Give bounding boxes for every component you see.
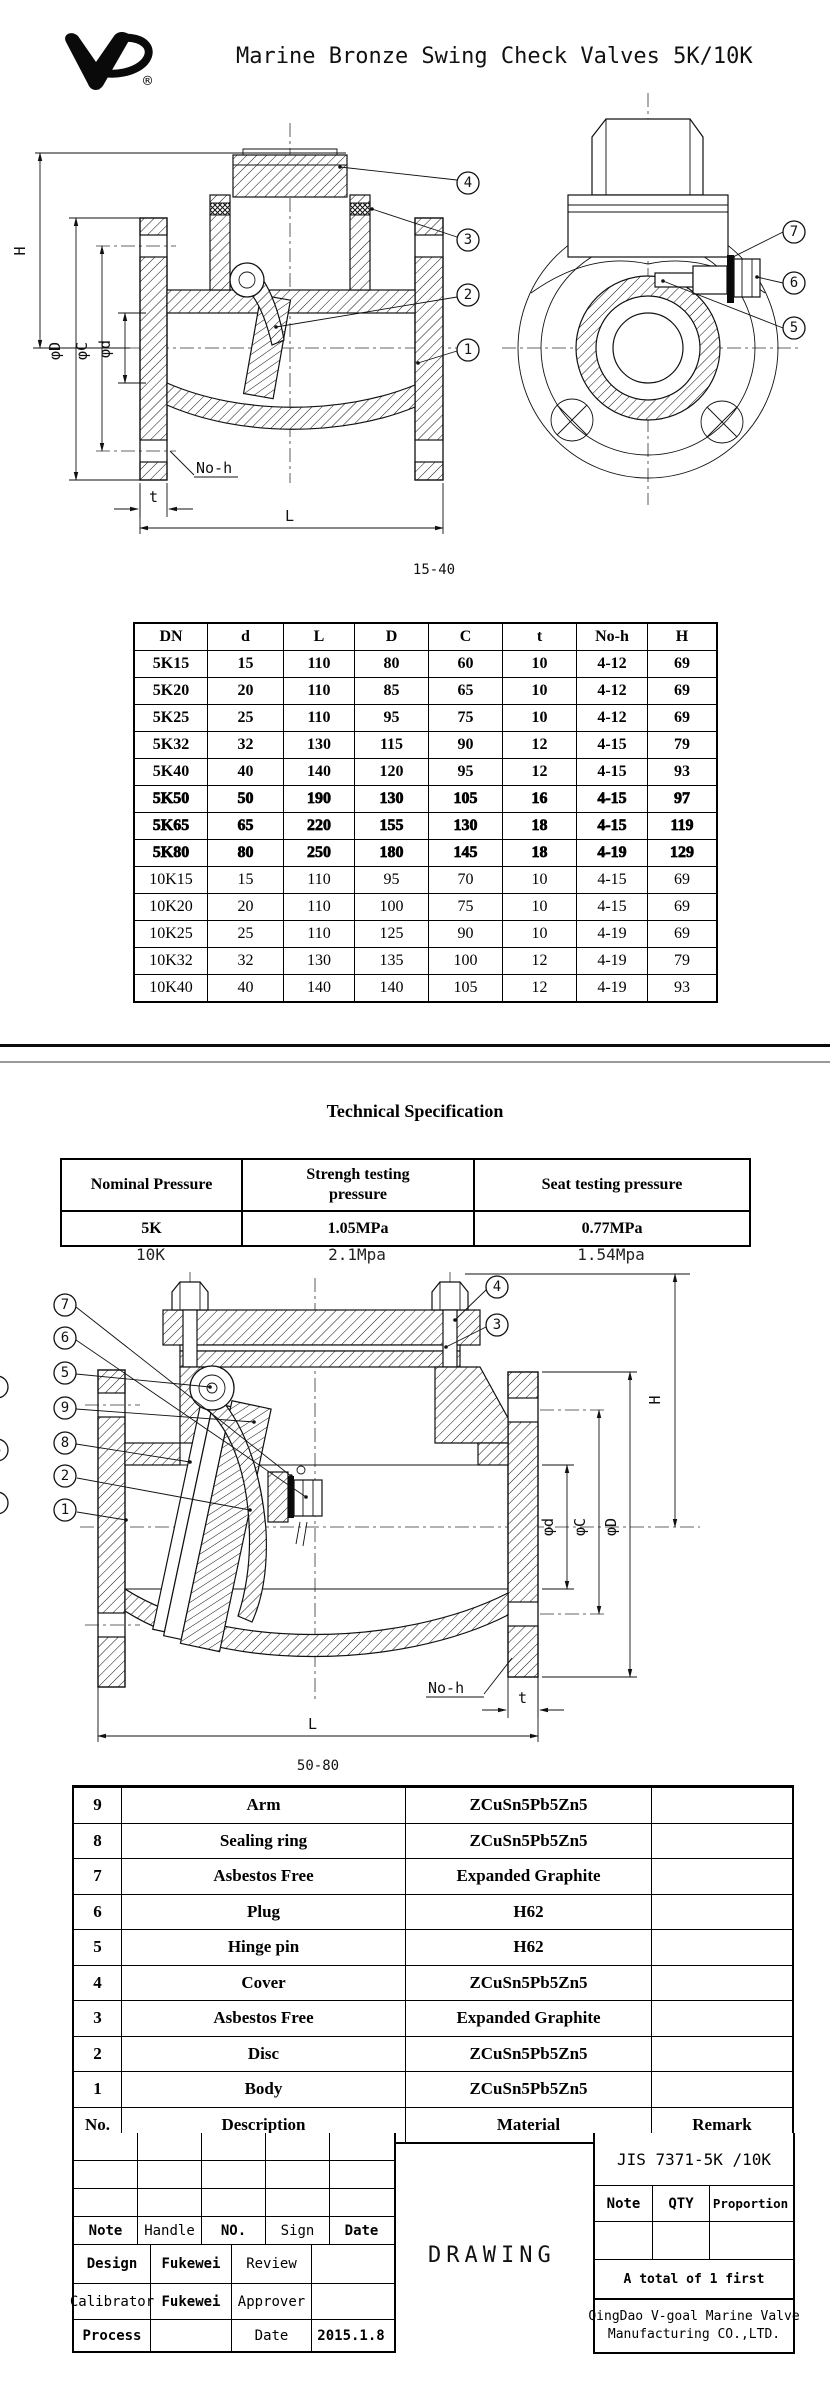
cell-noh: 4-12	[577, 678, 648, 704]
calibrator-row	[69, 2283, 394, 2319]
cell-l: 190	[284, 786, 355, 812]
cell-t: 10	[503, 678, 577, 704]
dimension-table-row	[135, 650, 716, 677]
callout-2: 2	[463, 287, 473, 303]
callout-3: 3	[463, 232, 473, 248]
dim-L: L	[285, 507, 295, 525]
packing-bar	[288, 1476, 294, 1518]
spec-10k-strength: 2.1Mpa	[328, 1245, 386, 1264]
sign-label: Sign	[266, 2217, 330, 2244]
dim-phid: φd	[539, 1517, 557, 1537]
cell-c: 70	[429, 867, 503, 893]
cell-D: 100	[355, 894, 429, 920]
design-label: Design	[74, 2245, 151, 2283]
cell-c: 75	[429, 705, 503, 731]
date-label: Date	[344, 2222, 379, 2239]
cell-h: 119	[670, 817, 694, 834]
dim-t: t	[149, 488, 159, 506]
part-remark	[652, 1824, 792, 1859]
drawing2-range-label: 50-80	[296, 1758, 340, 1774]
cell-D: 140	[355, 975, 429, 1001]
dimension-table	[133, 622, 718, 1003]
cell-l: 110	[284, 867, 355, 893]
dimension-table-row	[135, 731, 716, 758]
cell-d: 15	[208, 651, 284, 677]
cell-d: 20	[208, 678, 284, 704]
cell-c: 90	[429, 732, 503, 758]
spec-row-5k	[62, 1210, 749, 1245]
cell-c: 145	[429, 840, 503, 866]
cell-noh: 4-15	[577, 813, 648, 839]
parts-table-row	[74, 2071, 792, 2107]
company-line1: QingDao V-goal Marine Valve	[588, 2309, 800, 2325]
dim-t: t	[518, 1689, 528, 1707]
info-empty-row	[595, 2221, 793, 2259]
cell-D: 115	[355, 732, 429, 758]
dim-H: H	[646, 1395, 664, 1405]
col-header-l: L	[284, 624, 355, 650]
header-remark: Remark	[692, 2114, 752, 2134]
cell-D: 125	[355, 921, 429, 947]
parts-table-row	[74, 1929, 792, 1965]
col-header-d: d	[208, 624, 284, 650]
part-number: 5	[74, 1930, 122, 1965]
handle-label: Handle	[138, 2217, 202, 2244]
date-field-label: Date	[232, 2320, 312, 2351]
callout-partial-6	[0, 1442, 1, 1458]
dimension-table-row	[135, 866, 716, 893]
cell-D: 80	[355, 651, 429, 677]
dimension-table-row	[135, 704, 716, 731]
col-header-c: C	[429, 624, 503, 650]
col-header-D: D	[355, 624, 429, 650]
part-material: ZCuSn5Pb5Zn5	[406, 1788, 652, 1823]
note-label: Note	[74, 2217, 138, 2244]
cell-dn: 5K25	[135, 705, 208, 731]
part-remark	[652, 1788, 792, 1823]
part-number: 7	[74, 1859, 122, 1894]
spec-row-10k	[60, 1245, 749, 1264]
callout-6: 6	[789, 275, 799, 291]
cell-h: 129	[670, 844, 694, 861]
col-header-h: H	[675, 628, 689, 645]
cell-d: 32	[208, 732, 284, 758]
col-header-dn: DN	[135, 624, 208, 650]
dimension-table-row	[135, 758, 716, 785]
info-header-row	[595, 2185, 793, 2221]
part-number: 6	[74, 1895, 122, 1930]
cell-dn: 5K80	[135, 840, 208, 866]
info-proportion-label: Proportion	[712, 2196, 789, 2211]
cell-t: 12	[503, 759, 577, 785]
part-material: H62	[406, 1930, 652, 1965]
end-view	[502, 93, 798, 505]
cell-h: 69	[674, 682, 690, 699]
callout-partial-5	[0, 1495, 1, 1511]
calibrator-value: Fukewei	[151, 2284, 232, 2319]
cell-t: 10	[503, 867, 577, 893]
cell-noh: 4-15	[577, 732, 648, 758]
side-section-view	[96, 123, 458, 483]
cell-c: 105	[429, 786, 503, 812]
spec-table-header	[62, 1160, 749, 1210]
cell-c: 105	[429, 975, 503, 1001]
cell-l: 110	[284, 894, 355, 920]
cell-c: 60	[429, 651, 503, 677]
dimension-table-row	[135, 785, 716, 812]
col-header-t: t	[503, 624, 577, 650]
part-number: 2	[74, 2037, 122, 2072]
cell-dn: 5K65	[135, 813, 208, 839]
cell-l: 140	[284, 975, 355, 1001]
design-value: Fukewei	[151, 2245, 232, 2283]
cell-h: 79	[674, 952, 690, 969]
cell-t: 16	[503, 786, 577, 812]
dim-phiC: φC	[73, 341, 91, 361]
empty-grid-row	[74, 2160, 394, 2188]
cell-l: 110	[284, 678, 355, 704]
cell-d: 50	[208, 786, 284, 812]
part-description: Disc	[122, 2037, 406, 2072]
note-header-row	[74, 2216, 394, 2244]
cell-noh: 4-12	[577, 651, 648, 677]
dim-phiC: φC	[571, 1517, 589, 1537]
cell-d: 40	[208, 975, 284, 1001]
cell-l: 110	[284, 705, 355, 731]
cell-l: 130	[284, 732, 355, 758]
cell-d: 15	[208, 867, 284, 893]
parts-table-row	[74, 2036, 792, 2072]
cell-l: 110	[284, 651, 355, 677]
cell-dn: 5K40	[135, 759, 208, 785]
cell-dn: 10K25	[135, 921, 208, 947]
cell-h: 93	[674, 979, 690, 996]
cell-t: 10	[503, 651, 577, 677]
cell-dn: 5K15	[135, 651, 208, 677]
cell-dn: 5K20	[135, 678, 208, 704]
bolt-hole	[551, 399, 593, 441]
section-divider-secondary	[0, 1061, 830, 1063]
vgoal-logo-icon	[60, 28, 170, 92]
cell-d: 80	[208, 840, 284, 866]
cell-t: 10	[503, 894, 577, 920]
cell-l: 250	[284, 840, 355, 866]
section-view-large	[80, 1272, 700, 1702]
cell-D: 155	[355, 813, 429, 839]
part-number: 3	[74, 2001, 122, 2036]
cell-D: 180	[355, 840, 429, 866]
cell-d: 32	[208, 948, 284, 974]
header-no: No.	[74, 2108, 122, 2143]
parts-table-row	[74, 1823, 792, 1859]
part-number: 8	[74, 1824, 122, 1859]
part-number: 4	[74, 1966, 122, 2001]
part-remark	[652, 1859, 792, 1894]
part-description: Plug	[122, 1895, 406, 1930]
callout-1: 1	[463, 342, 473, 358]
cell-dn: 10K40	[135, 975, 208, 1001]
cell-h: 79	[674, 736, 690, 753]
cell-d: 20	[208, 894, 284, 920]
spec-col-nominal: Nominal Pressure	[90, 1176, 213, 1193]
dimension-table-header	[135, 624, 716, 650]
cell-l: 140	[284, 759, 355, 785]
dim-phiD: φD	[46, 341, 64, 361]
cell-l: 130	[284, 948, 355, 974]
dimension-table-row	[135, 839, 716, 866]
part-remark	[652, 2072, 792, 2107]
section-divider	[0, 1044, 830, 1047]
cell-h: 69	[674, 655, 690, 672]
header-material: Material	[406, 2108, 652, 2143]
cell-dn: 10K32	[135, 948, 208, 974]
callout-2: 2	[60, 1468, 70, 1484]
part-material: Expanded Graphite	[406, 2001, 652, 2036]
dim-L: L	[308, 1715, 318, 1733]
process-row	[74, 2319, 394, 2351]
company-name	[588, 2298, 800, 2352]
cell-D: 85	[355, 678, 429, 704]
empty-grid-row	[74, 2188, 394, 2216]
calibrator-label: Calibrator	[74, 2284, 151, 2319]
part-description: Body	[122, 2072, 406, 2107]
part-material: ZCuSn5Pb5Zn5	[406, 1966, 652, 2001]
spec-10k: 10K	[136, 1245, 165, 1264]
dim-H: H	[11, 246, 29, 256]
part-number: 9	[74, 1788, 122, 1823]
approver-label: Approver	[232, 2284, 312, 2319]
cell-d: 40	[208, 759, 284, 785]
part-material: H62	[406, 1895, 652, 1930]
part-remark	[652, 1895, 792, 1930]
parts-table-row	[74, 2000, 792, 2036]
spec-col-seat: Seat testing pressure	[541, 1176, 683, 1193]
callout-1: 1	[60, 1502, 70, 1518]
standard-designation: JIS 7371-5K /10K	[616, 2149, 772, 2169]
cell-dn: 5K32	[135, 732, 208, 758]
drawing-label: DRAWING	[428, 2243, 556, 2268]
approver-value	[312, 2284, 390, 2319]
cell-d: 25	[208, 921, 284, 947]
dim-noh: No-h	[196, 459, 233, 477]
drawing1-figure	[0, 85, 830, 585]
part-description: Sealing ring	[122, 1824, 406, 1859]
callout-8: 8	[60, 1435, 70, 1451]
callout-9: 9	[60, 1400, 70, 1416]
cell-h: 69	[674, 925, 690, 942]
date-value: 2015.1.8	[317, 2327, 385, 2344]
cell-noh: 4-15	[577, 867, 648, 893]
spec-10k-seat: 1.54Mpa	[577, 1245, 645, 1264]
cell-noh: 4-19	[577, 921, 648, 947]
review-value	[312, 2245, 390, 2283]
cell-c: 75	[429, 894, 503, 920]
spec-table	[60, 1158, 751, 1247]
cell-d: 25	[208, 705, 284, 731]
cell-noh: 4-19	[577, 975, 648, 1001]
cell-h: 97	[674, 790, 690, 807]
cell-h: 69	[674, 709, 690, 726]
dimension-table-row	[135, 920, 716, 947]
parts-table-row	[74, 1787, 792, 1823]
process-value	[151, 2320, 232, 2351]
part-material: Expanded Graphite	[406, 1859, 652, 1894]
title-block-left	[69, 2133, 396, 2353]
cell-h: 69	[674, 871, 690, 888]
cell-h: 69	[674, 898, 690, 915]
info-note-label: Note	[595, 2186, 653, 2221]
cell-t: 12	[503, 948, 577, 974]
cell-noh: 4-19	[577, 948, 648, 974]
spec-col-strength: Strengh testing pressure	[306, 1166, 410, 1203]
callout-6: 6	[60, 1330, 70, 1346]
cell-t: 10	[503, 705, 577, 731]
cell-D: 130	[355, 786, 429, 812]
cell-noh: 4-12	[577, 705, 648, 731]
cell-c: 130	[429, 813, 503, 839]
cell-l: 220	[284, 813, 355, 839]
title-block-right	[588, 2133, 800, 2354]
parts-table-row	[74, 1858, 792, 1894]
callout-7: 7	[789, 224, 799, 240]
cell-D: 135	[355, 948, 429, 974]
callout-5: 5	[60, 1365, 70, 1381]
part-material: ZCuSn5Pb5Zn5	[406, 1824, 652, 1859]
spec-5k-strength: 1.05MPa	[243, 1212, 475, 1245]
part-description: Asbestos Free	[122, 2001, 406, 2036]
spec-heading: Technical Specification	[326, 1101, 504, 1121]
dimension-table-row	[135, 677, 716, 704]
cell-noh: 4-15	[577, 759, 648, 785]
review-label: Review	[232, 2245, 312, 2283]
part-description: Arm	[122, 1788, 406, 1823]
cell-dn: 10K20	[135, 894, 208, 920]
cell-l: 110	[284, 921, 355, 947]
part-remark	[652, 1966, 792, 2001]
cell-noh: 4-19	[577, 840, 648, 866]
callout-7: 7	[60, 1297, 70, 1313]
dim-phiD: φD	[602, 1517, 620, 1537]
col-header-noh: No-h	[577, 624, 648, 650]
design-row	[74, 2244, 394, 2283]
part-remark	[652, 2001, 792, 2036]
cell-dn: 5K50	[135, 786, 208, 812]
cell-c: 95	[429, 759, 503, 785]
part-remark	[652, 1930, 792, 1965]
page-title: Marine Bronze Swing Check Valves 5K/10K	[236, 44, 753, 69]
header-description: Description	[122, 2108, 406, 2143]
part-material: ZCuSn5Pb5Zn5	[406, 2037, 652, 2072]
company-line2: Manufacturing CO.,LTD.	[607, 2327, 781, 2342]
part-number: 1	[74, 2072, 122, 2107]
dimension-table-row	[135, 947, 716, 974]
cell-t: 18	[503, 840, 577, 866]
cell-t: 18	[503, 813, 577, 839]
parts-table	[72, 1785, 794, 2144]
callout-3: 3	[492, 1317, 502, 1333]
part-remark	[652, 2037, 792, 2072]
total-note: A total of 1 first	[595, 2259, 793, 2298]
process-label: Process	[74, 2320, 151, 2351]
cell-t: 10	[503, 921, 577, 947]
cell-D: 120	[355, 759, 429, 785]
cell-t: 12	[503, 732, 577, 758]
drawing2-figure	[0, 1270, 830, 1780]
empty-grid-row	[74, 2133, 394, 2160]
dimension-table-row	[135, 893, 716, 920]
dimension-table-row	[135, 812, 716, 839]
parts-table-row	[74, 1965, 792, 2001]
cell-t: 12	[503, 975, 577, 1001]
cell-d: 65	[208, 813, 284, 839]
registered-mark: ®	[143, 72, 153, 90]
spec-5k-seat: 0.77MPa	[581, 1219, 643, 1237]
part-material: ZCuSn5Pb5Zn5	[406, 2072, 652, 2107]
callout-partial-7	[0, 1379, 1, 1395]
dimension-table-row	[135, 974, 716, 1001]
part-description: Asbestos Free	[122, 1859, 406, 1894]
cell-D: 95	[355, 705, 429, 731]
part-description: Cover	[122, 1966, 406, 2001]
cell-h: 93	[674, 763, 690, 780]
packing-bar	[727, 255, 734, 303]
bolt-hole	[701, 401, 743, 443]
callout-4: 4	[463, 175, 473, 191]
dim-phid: φd	[96, 339, 114, 359]
cell-c: 65	[429, 678, 503, 704]
cell-D: 95	[355, 867, 429, 893]
cell-c: 100	[429, 948, 503, 974]
part-description: Hinge pin	[122, 1930, 406, 1965]
info-qty-label: QTY	[653, 2186, 710, 2221]
drawing1-range-label: 15-40	[412, 562, 456, 578]
no-label: NO.	[202, 2217, 266, 2244]
cell-noh: 4-15	[577, 894, 648, 920]
cell-dn: 10K15	[135, 867, 208, 893]
spec-5k: 5K	[62, 1212, 243, 1245]
cell-c: 90	[429, 921, 503, 947]
cell-noh: 4-15	[577, 786, 648, 812]
parts-table-row	[74, 1894, 792, 1930]
callout-5: 5	[789, 320, 799, 336]
callout-4: 4	[492, 1279, 502, 1295]
dim-noh: No-h	[428, 1679, 465, 1697]
